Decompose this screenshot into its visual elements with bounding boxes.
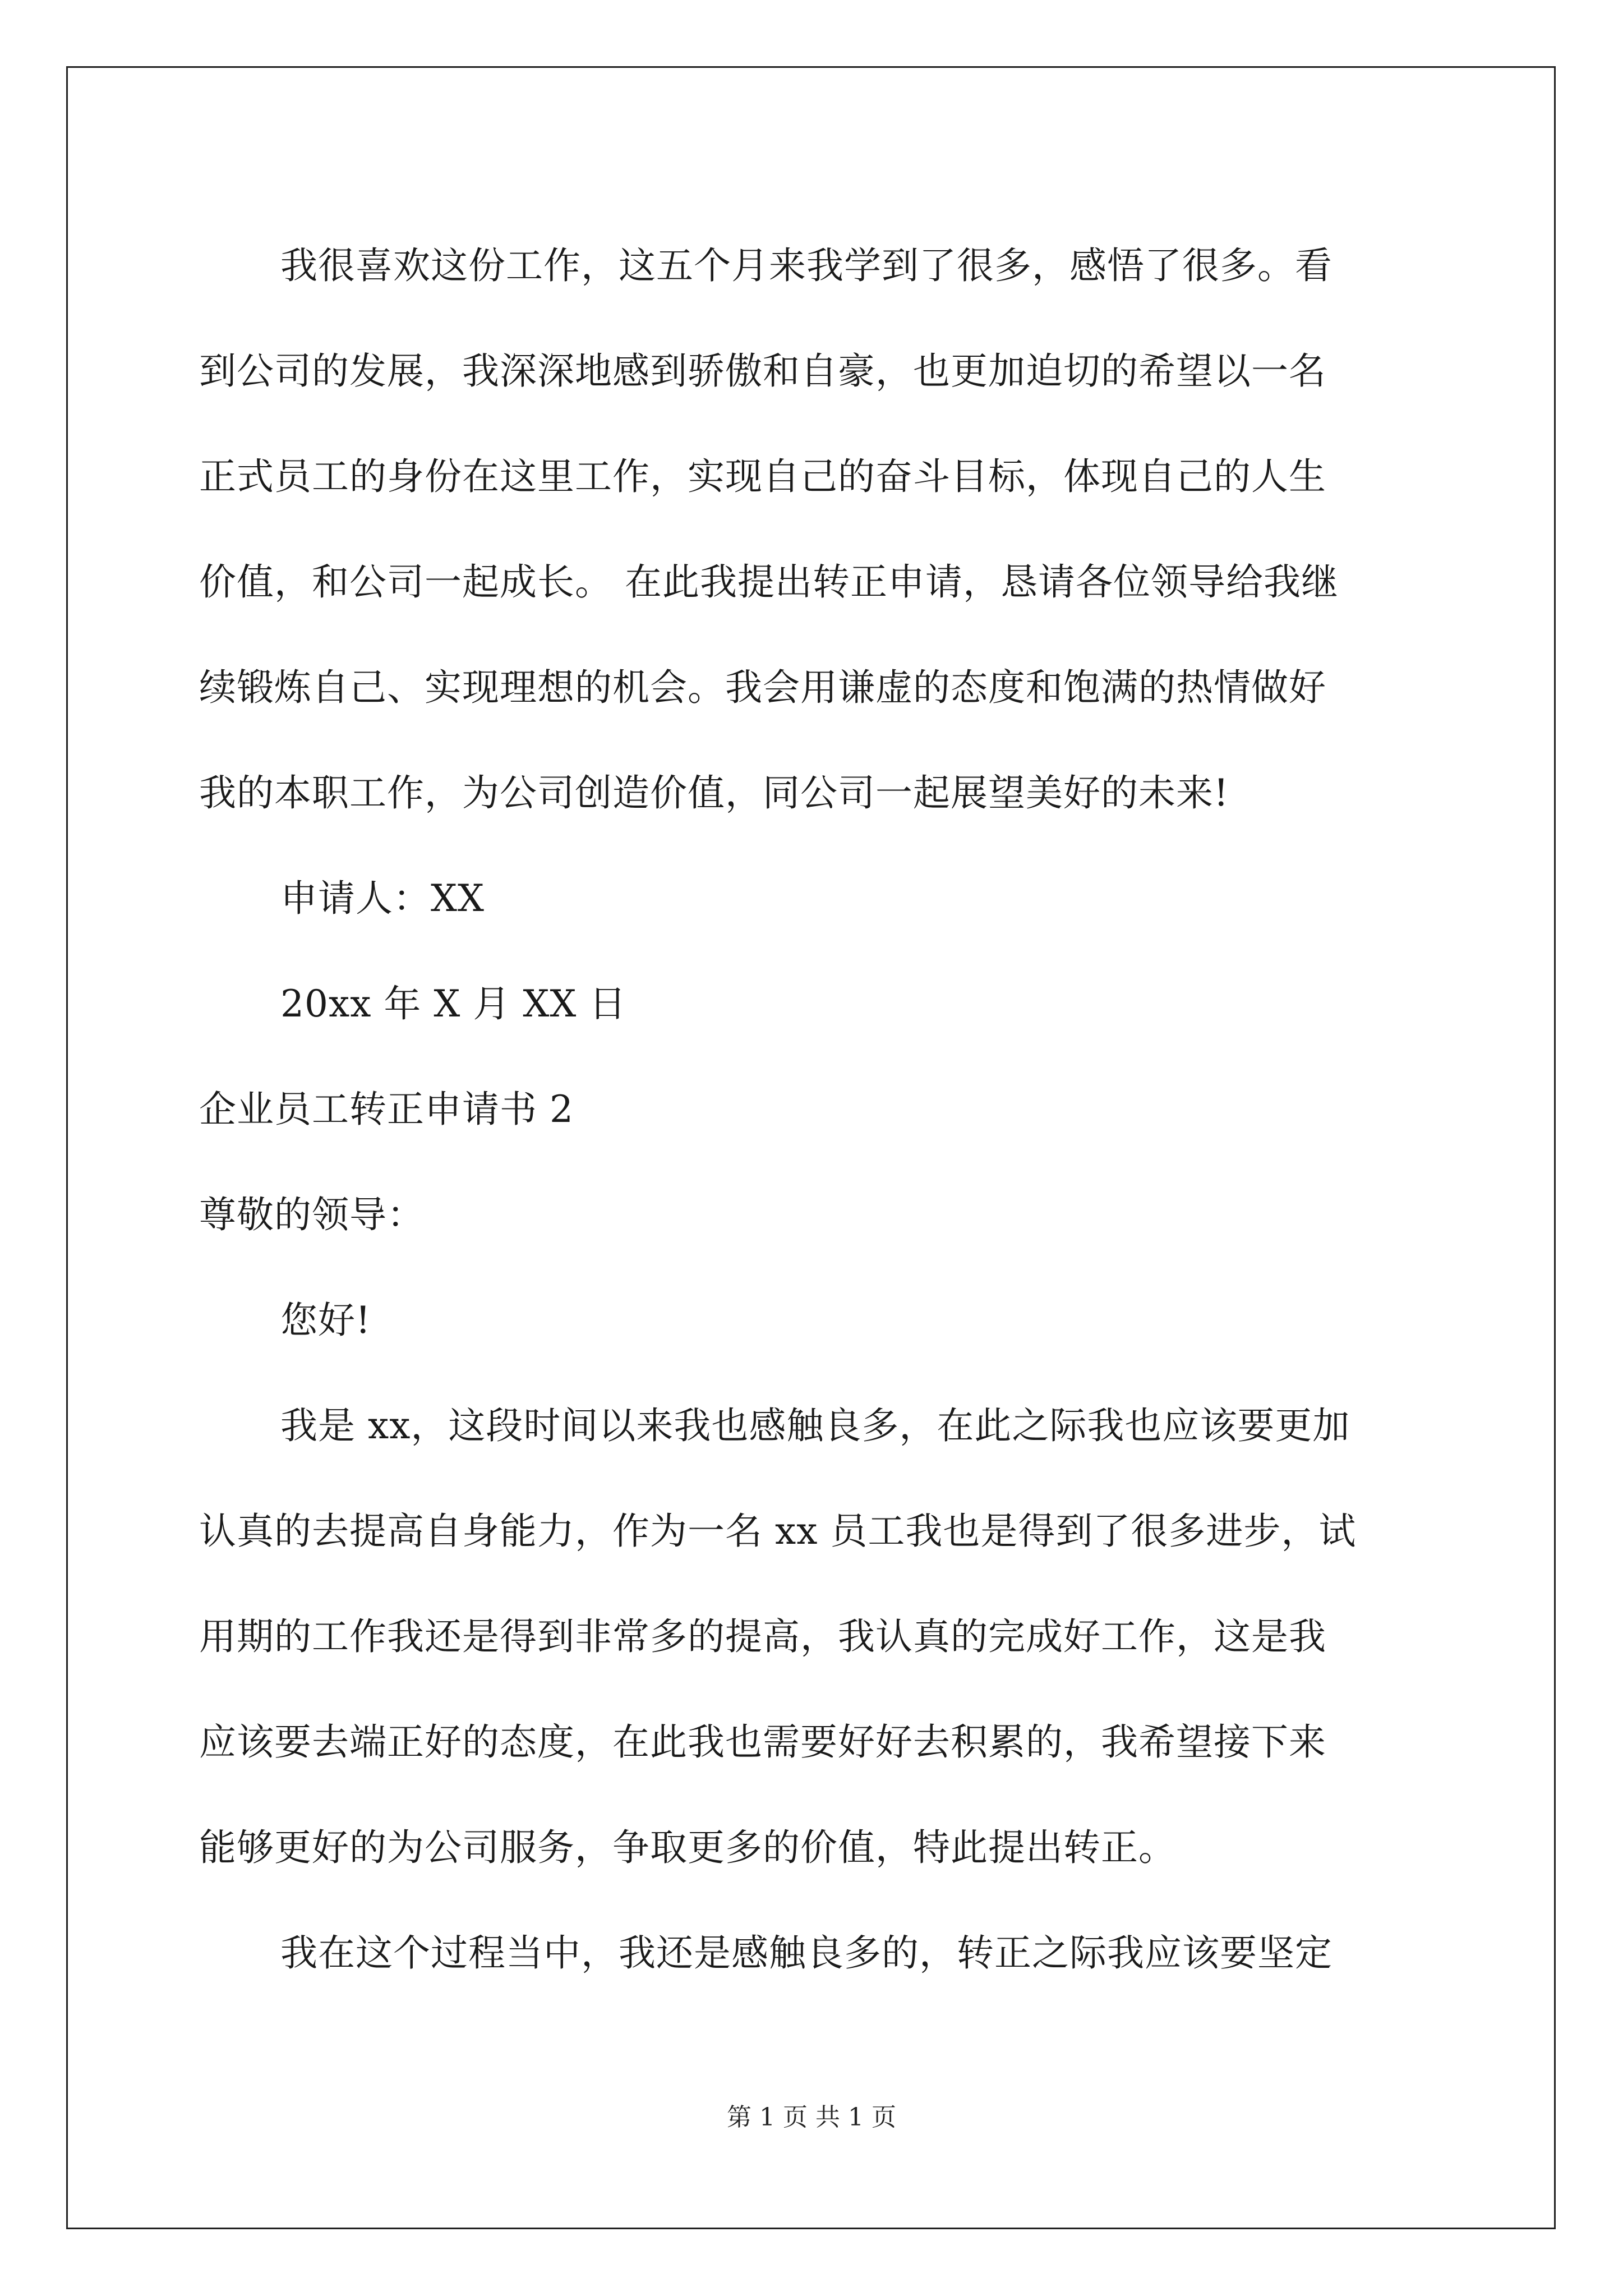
page-number: 第 1 页 共 1 页 [727, 2103, 896, 2132]
paragraph-line: 我是 xx，这段时间以来我也感触良多，在此之际我也应该要更加 [280, 1404, 1350, 1447]
greeting: 您好! [280, 1299, 371, 1342]
date-line: 20xx 年 X 月 XX 日 [280, 982, 627, 1025]
paragraph-line: 续锻炼自己、实现理想的机会。我会用谦虚的态度和饱满的热情做好 [199, 666, 1326, 709]
paragraph-line: 正式员工的身份在这里工作，实现自己的奋斗目标，体现自己的人生 [199, 455, 1326, 498]
section-title: 企业员工转正申请书 2 [199, 1088, 574, 1131]
applicant-line: 申请人：XX [280, 877, 485, 920]
paragraph-line: 能够更好的为公司服务，争取更多的价值，特此提出转正。 [199, 1826, 1176, 1869]
paragraph-line: 应该要去端正好的态度，在此我也需要好好去积累的，我希望接下来 [199, 1720, 1326, 1764]
paragraph-line: 到公司的发展，我深深地感到骄傲和自豪，也更加迫切的希望以一名 [199, 349, 1326, 393]
paragraph-line: 用期的工作我还是得到非常多的提高，我认真的完成好工作，这是我 [199, 1615, 1326, 1658]
paragraph-line: 我在这个过程当中，我还是感触良多的，转正之际我应该要坚定 [280, 1931, 1332, 1975]
paragraph-line: 认真的去提高自身能力，作为一名 xx 员工我也是得到了很多进步，试 [199, 1510, 1357, 1553]
document-body [199, 213, 1427, 2006]
paragraph-line: 我很喜欢这份工作，这五个月来我学到了很多，感悟了很多。看 [280, 244, 1332, 287]
paragraph-line: 我的本职工作，为公司创造价值，同公司一起展望美好的未来! [199, 771, 1229, 815]
salutation: 尊敬的领导： [199, 1193, 425, 1236]
paragraph-line: 价值，和公司一起成长。 在此我提出转正申请，恳请各位领导给我继 [199, 560, 1339, 604]
